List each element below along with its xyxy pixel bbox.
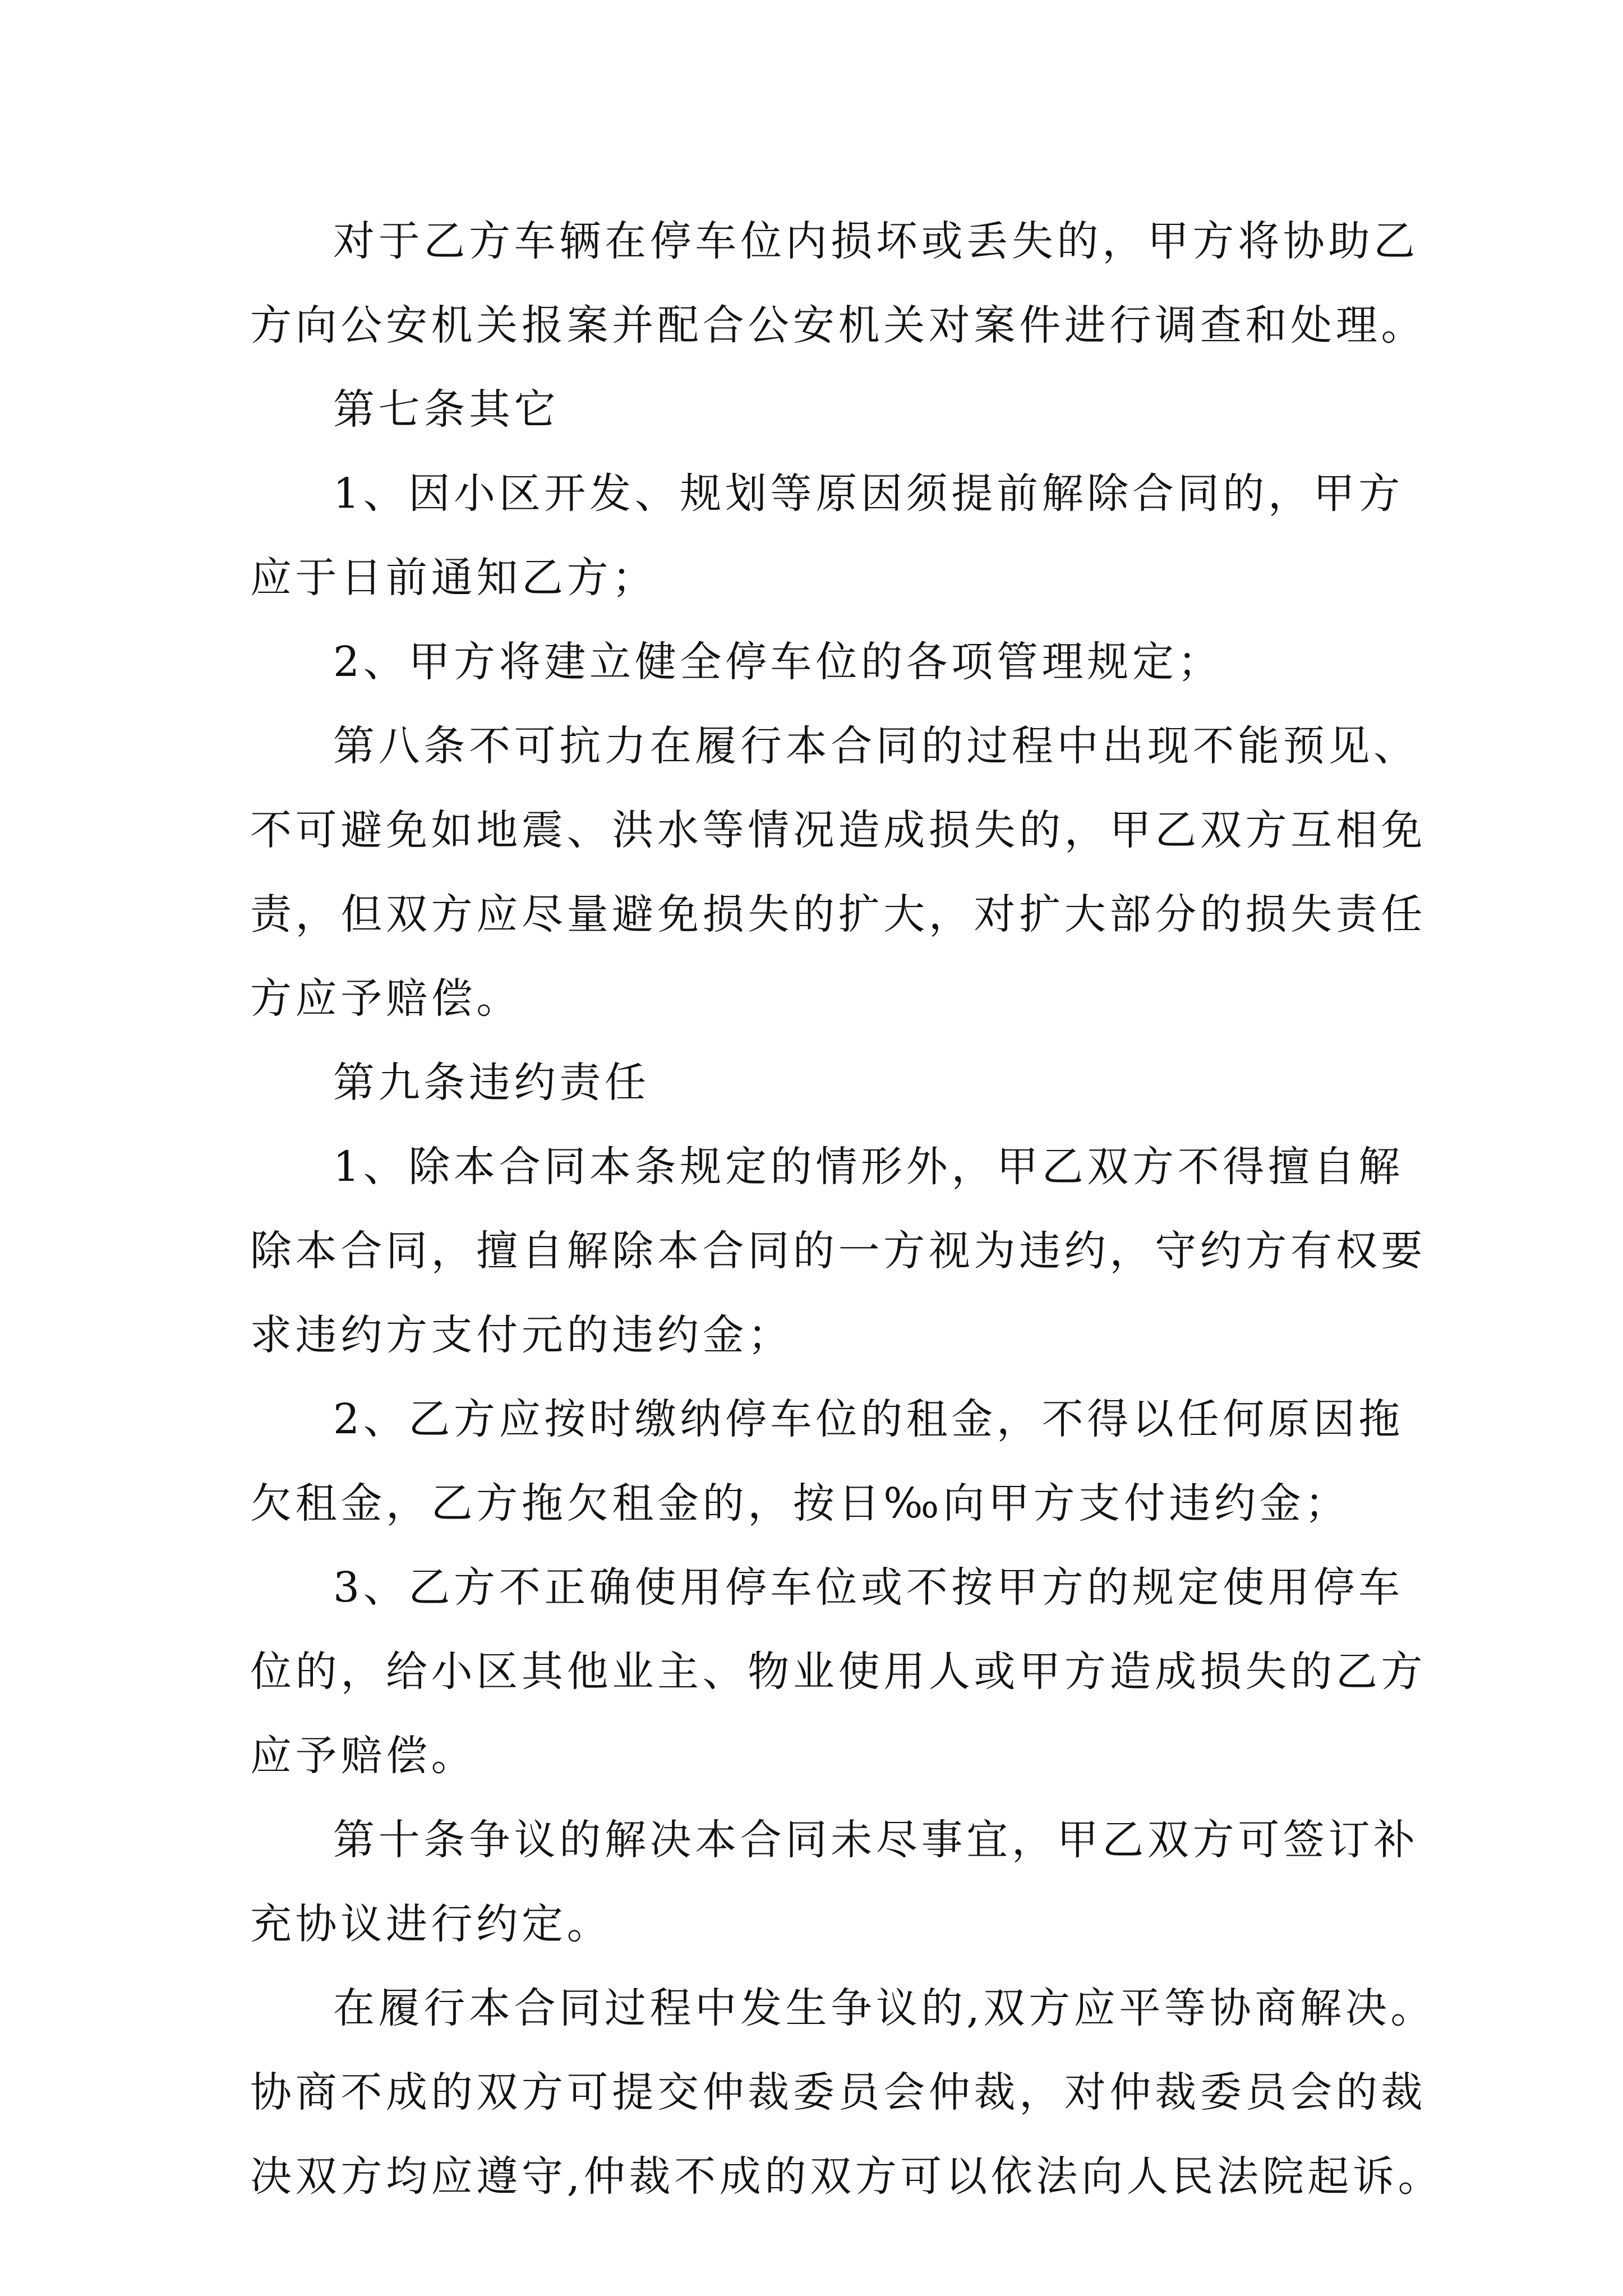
text-line: 2、乙方应按时缴纳停车位的租金，不得以任何原因拖 bbox=[333, 1395, 1404, 1443]
text-line: 充协议进行约定。 bbox=[250, 1900, 612, 1948]
text-line: 决双方均应遵守,仲裁不成的双方可以依法向人民法院起诉。 bbox=[250, 2152, 1444, 2201]
text-line: 方向公安机关报案并配合公安机关对案件进行调查和处理。 bbox=[250, 301, 1427, 349]
text-line: 应于日前通知乙方； bbox=[250, 554, 657, 602]
text-line: 在履行本合同过程中发生争议的,双方应平等协商解决。 bbox=[333, 1984, 1436, 2032]
text-line: 第十条争议的解决本合同未尽事宜，甲乙双方可签订补 bbox=[333, 1816, 1419, 1864]
text-line: 1、因小区开发、规划等原因须提前解除合同的，甲方 bbox=[333, 470, 1404, 518]
text-line: 3、乙方不正确使用停车位或不按甲方的规定使用停车 bbox=[333, 1563, 1404, 1612]
text-line: 第八条不可抗力在履行本合同的过程中出现不能预见、 bbox=[333, 722, 1419, 770]
text-line: 责，但双方应尽量避免损失的扩大，对扩大部分的损失责任 bbox=[250, 890, 1427, 938]
text-line: 2、甲方将建立健全停车位的各项管理规定； bbox=[333, 638, 1223, 686]
text-line: 方应予赔偿。 bbox=[250, 974, 522, 1023]
text-line: 除本合同，擅自解除本合同的一方视为违约，守约方有权要 bbox=[250, 1227, 1427, 1275]
text-line: 位的，给小区其他业主、物业使用人或甲方造成损失的乙方 bbox=[250, 1648, 1427, 1696]
text-line: 欠租金，乙方拖欠租金的，按日‰向甲方支付违约金； bbox=[250, 1479, 1350, 1527]
text-line: 求违约方支付元的违约金； bbox=[250, 1311, 793, 1359]
section-heading: 第九条违约责任 bbox=[333, 1059, 650, 1107]
text-line: 不可避免如地震、洪水等情况造成损失的，甲乙双方互相免 bbox=[250, 806, 1427, 854]
document-body bbox=[250, 199, 1444, 2219]
text-line: 对于乙方车辆在停车位内损坏或丢失的，甲方将协助乙 bbox=[333, 217, 1419, 265]
text-line: 1、除本合同本条规定的情形外，甲乙双方不得擅自解 bbox=[333, 1143, 1404, 1191]
text-line: 协商不成的双方可提交仲裁委员会仲裁，对仲裁委员会的裁 bbox=[250, 2068, 1427, 2116]
section-heading: 第七条其它 bbox=[333, 385, 560, 434]
text-line: 应予赔偿。 bbox=[250, 1732, 477, 1780]
